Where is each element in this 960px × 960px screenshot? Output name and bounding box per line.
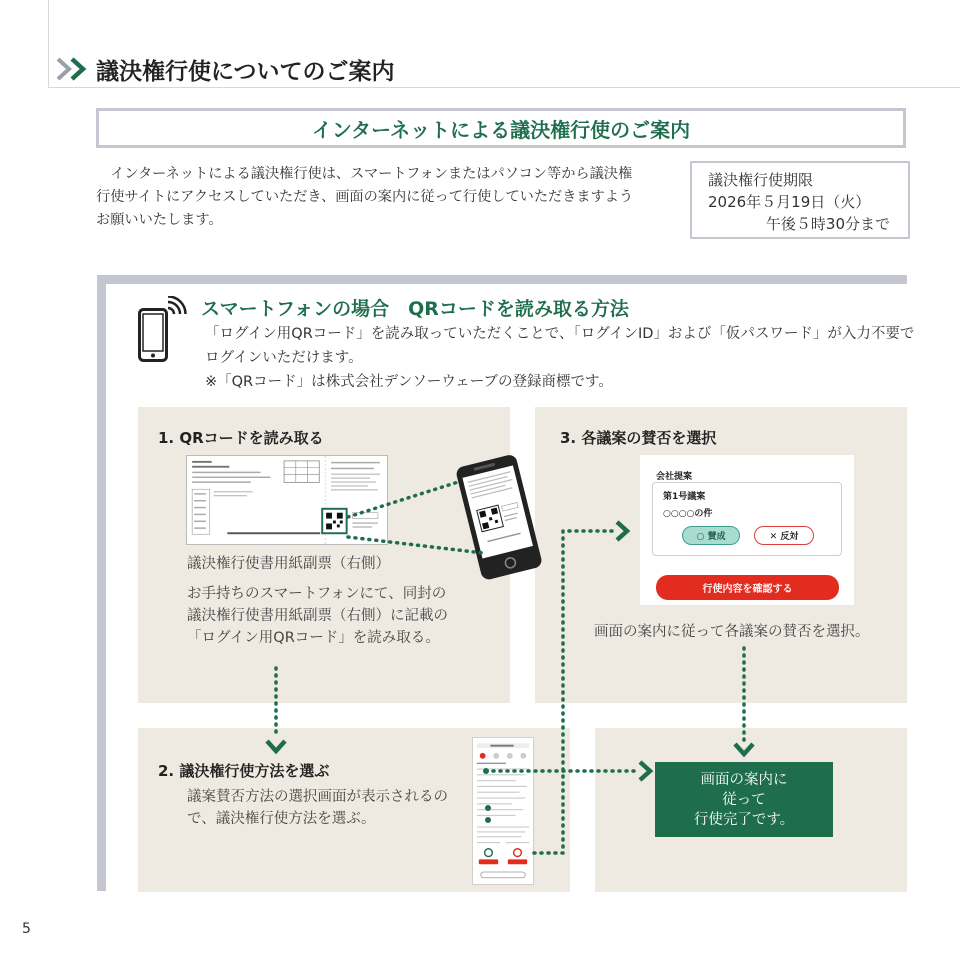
smartphone-heading: スマートフォンの場合 QRコードを読み取る方法 bbox=[201, 298, 629, 320]
page-title: 議決権行使についてのご案内 bbox=[96, 59, 395, 85]
voting-form-image bbox=[186, 455, 388, 545]
double-chevron-icon bbox=[56, 56, 92, 82]
header-divider-vertical bbox=[48, 0, 49, 88]
section-title bbox=[96, 108, 906, 148]
reject-button: ✕ 反対 bbox=[754, 526, 814, 545]
panel-border-left bbox=[97, 275, 106, 891]
vote-screen-image bbox=[640, 455, 854, 605]
proposal-card bbox=[652, 482, 842, 556]
completion-line-3: 行使完了です。 bbox=[693, 811, 795, 828]
step3-description: 画面の案内に従って各議案の賛否を選択。 bbox=[594, 624, 870, 640]
header-divider-horizontal bbox=[48, 87, 960, 88]
panel-border-top bbox=[97, 275, 907, 284]
smartphone-wifi-icon bbox=[138, 296, 188, 364]
step2-title: 2. 議決権行使方法を選ぶ bbox=[158, 762, 330, 780]
approve-button: ○ 賛成 bbox=[682, 526, 740, 545]
completion-line-1: 画面の案内に bbox=[700, 771, 788, 788]
company-proposal-label: 会社提案 bbox=[656, 472, 693, 482]
completion-message-box bbox=[655, 762, 833, 837]
proposal-title: 第1号議案 bbox=[663, 492, 706, 502]
phone-scanning-icon bbox=[452, 455, 548, 580]
smartphone-description: 「ログイン用QRコード」を読み取っていただくことで、「ログインID」および「仮パスワード」が入力不要でログインいただけます。 bbox=[205, 326, 915, 366]
intro-text: インターネットによる議決権行使は、スマートフォンまたはパソコン等から議決権行使サイトにアクセスしていただき、画面の案内に従って行使していただきますようお願いいたします。 bbox=[96, 166, 634, 228]
page-number: 5 bbox=[22, 921, 31, 937]
method-select-screen-image bbox=[472, 737, 534, 885]
completion-line-2: 従って bbox=[722, 791, 766, 808]
section-title-text: インターネットによる議決権行使のご案内 bbox=[311, 117, 691, 142]
deadline-label: 議決権行使期限 bbox=[708, 171, 814, 189]
proposal-name: ○○○○の件 bbox=[663, 509, 713, 519]
step3-title: 3. 各議案の賛否を選択 bbox=[560, 429, 717, 447]
trademark-note: ※「QRコード」は株式会社デンソーウェーブの登録商標です。 bbox=[205, 374, 613, 390]
smartphone-text bbox=[205, 322, 915, 394]
confirm-vote-button: 行使内容を確認する bbox=[656, 575, 839, 600]
step2-description: 議案賛否方法の選択画面が表示されるので、議決権行使方法を選ぶ。 bbox=[187, 789, 448, 827]
step1-caption: 議決権行使書用紙副票（右側） bbox=[187, 556, 390, 572]
step1-description: お手持ちのスマートフォンにて、同封の議決権行使書用紙副票（右側）に記載の「ログイン用QRコード」を読み取る。 bbox=[187, 586, 448, 646]
deadline-time: 午後５時30分まで bbox=[765, 215, 890, 233]
step1-title: 1. QRコードを読み取る bbox=[158, 429, 324, 447]
deadline-box bbox=[690, 161, 910, 239]
deadline-date: 2026年５月19日（火） bbox=[708, 193, 871, 211]
